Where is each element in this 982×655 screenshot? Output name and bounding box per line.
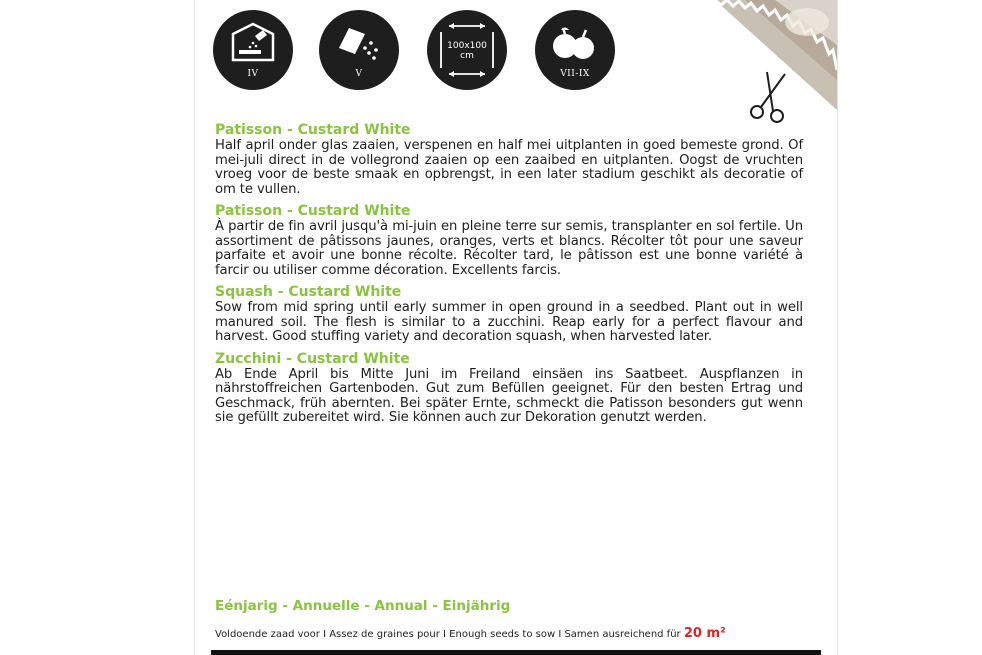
- outdoor-sowing-icon: [319, 10, 399, 90]
- spacing-icon: [427, 10, 507, 90]
- scissors-icon: [747, 70, 793, 126]
- seeds-text: Voldoende zaad voor I Assez de graines pour I Enough seeds to sow I Samen ausreichend für: [215, 629, 681, 640]
- annual-label: Eénjarig - Annuelle - Annual - Einjährig: [215, 598, 511, 614]
- section-title: Patisson - Custard White: [215, 203, 411, 219]
- section-french: [215, 203, 803, 278]
- section-body: Ab Ende April bis Mitte Juni im Freiland einsäen ins Saatbeet. Auspflanzen in nährstoffreichen Gartenboden. Gut zum Befüllen geeignet. Für den besten Ertrag und Geschmack, früh abernten. Bei später Ernte, schmeckt die Patisson besonders gut wenn sie gefüllt zubereitet wird. Sie können auch zur Dekoration genutzt werden.: [215, 366, 803, 425]
- section-title: Patisson - Custard White: [215, 122, 411, 138]
- section-body: Sow from mid spring until early summer in open ground in a seedbed. Plant out in well manured soil. The flesh is similar to a zucchini. Reap early for a perfect flavour and harvest. Good stuffing variety and decoration squash, when harvested later.: [215, 300, 803, 344]
- section-dutch: [215, 122, 803, 197]
- seeds-amount: 20 m²: [683, 626, 726, 641]
- description-sections: [215, 122, 803, 432]
- section-english: [215, 284, 803, 345]
- sowing-month-label: IV: [247, 69, 259, 79]
- bottom-bar: [211, 650, 821, 655]
- seeds-sufficiency: [215, 626, 815, 641]
- harvest-icon: [535, 10, 615, 90]
- seed-packet-back: [194, 0, 838, 655]
- growing-calendar-icons: [213, 10, 633, 100]
- section-body: Half april onder glas zaaien, verspenen en half mei uitplanten in goed bemeste grond. Of mei-juli direct in de vollegrond zaaien op een zaaibed en uitplanten. Oogst de vruchten vroeg voor de beste smaak en opbrengst, in een later stadium geschikt als decoratie of om te vullen.: [215, 138, 803, 197]
- section-german: [215, 351, 803, 426]
- section-body: À partir de fin avril jusqu'à mi-juin en pleine terre sur semis, transplanter en sol fertile. Un assortiment de pâtissons jaunes, oranges, verts et blancs. Récolter tôt pour une saveur parfaite et avoir une bonne récolte. Récolter tard, le pâtisson est une bonne variété à farcir ou utiliser comme décoration. Excellents farcis.: [215, 219, 803, 278]
- section-title: Squash - Custard White: [215, 284, 402, 300]
- outdoor-month-label: V: [355, 69, 363, 79]
- harvest-month-label: VII-IX: [560, 69, 590, 79]
- greenhouse-sowing-icon: [213, 10, 293, 90]
- spacing-text: 100x100 cm: [447, 41, 487, 61]
- section-title: Zucchini - Custard White: [215, 350, 410, 367]
